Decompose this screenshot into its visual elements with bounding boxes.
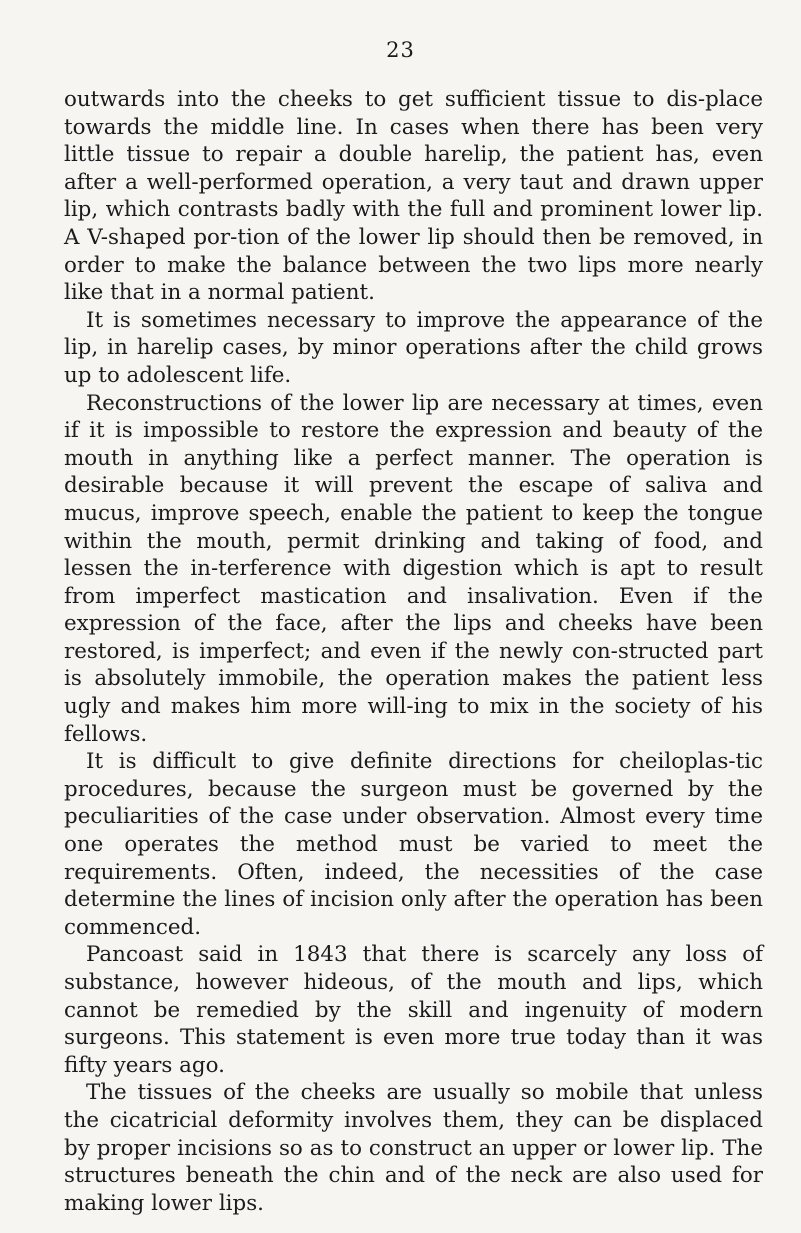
paragraph-6: The tissues of the cheeks are usually so mobile that unless the cicatricial deformity involves them, they can be displaced by proper incisions so as to construct an upper or lower lip. The structures beneath the chin and of the neck are also used for making lower lips. [64, 1080, 763, 1216]
paragraph-3: Reconstructions of the lower lip are necessary at times, even if it is impossible to restore the expression and beauty of the mouth in anything like a perfect manner. The operation is desirable because it will prevent the escape of saliva and mucus, improve speech, enable the patient to keep the tongue within the mouth, permit drinking and taking of food, and lessen the in-terference with digestion which is apt to result from imperfect mastication and insalivation. Even if the expression of the face, after the lips and cheeks have been restored, is imperfect; and even if the newly con-structed part is absolutely immobile, the operation makes the patient less ugly and makes him more will-ing to mix in the society of his fellows. [64, 390, 763, 747]
paragraph-4: It is difficult to give definite directions for cheiloplas-tic procedures, because the surgeon must be governed by the peculiarities of the case under observation. Almost every time one operates the method must be varied to meet the requirements. Often, indeed, the necessities of the case determine the lines of incision only after the operation has been commenced. [64, 749, 763, 940]
paragraph-2: It is sometimes necessary to improve the appearance of the lip, in harelip cases, by minor operations after the child grows up to adolescent life. [64, 307, 763, 388]
page-number: 23 [386, 38, 415, 62]
body-text [64, 86, 763, 1217]
paragraph-1: outwards into the cheeks to get sufficient tissue to dis-place towards the middle line. In cases when there has been very little tissue to repair a double harelip, the patient has, even after a well-performed operation, a very taut and drawn upper lip, which contrasts badly with the full and prominent lower lip. A V-shaped por-tion of the lower lip should then be removed, in order to make the balance between the two lips more nearly like that in a normal patient. [64, 87, 763, 306]
paragraph-5: Pancoast said in 1843 that there is scarcely any loss of substance, however hideous, of the mouth and lips, which cannot be remedied by the skill and ingenuity of modern surgeons. This statement is even more true today than it was fifty years ago. [64, 942, 763, 1078]
